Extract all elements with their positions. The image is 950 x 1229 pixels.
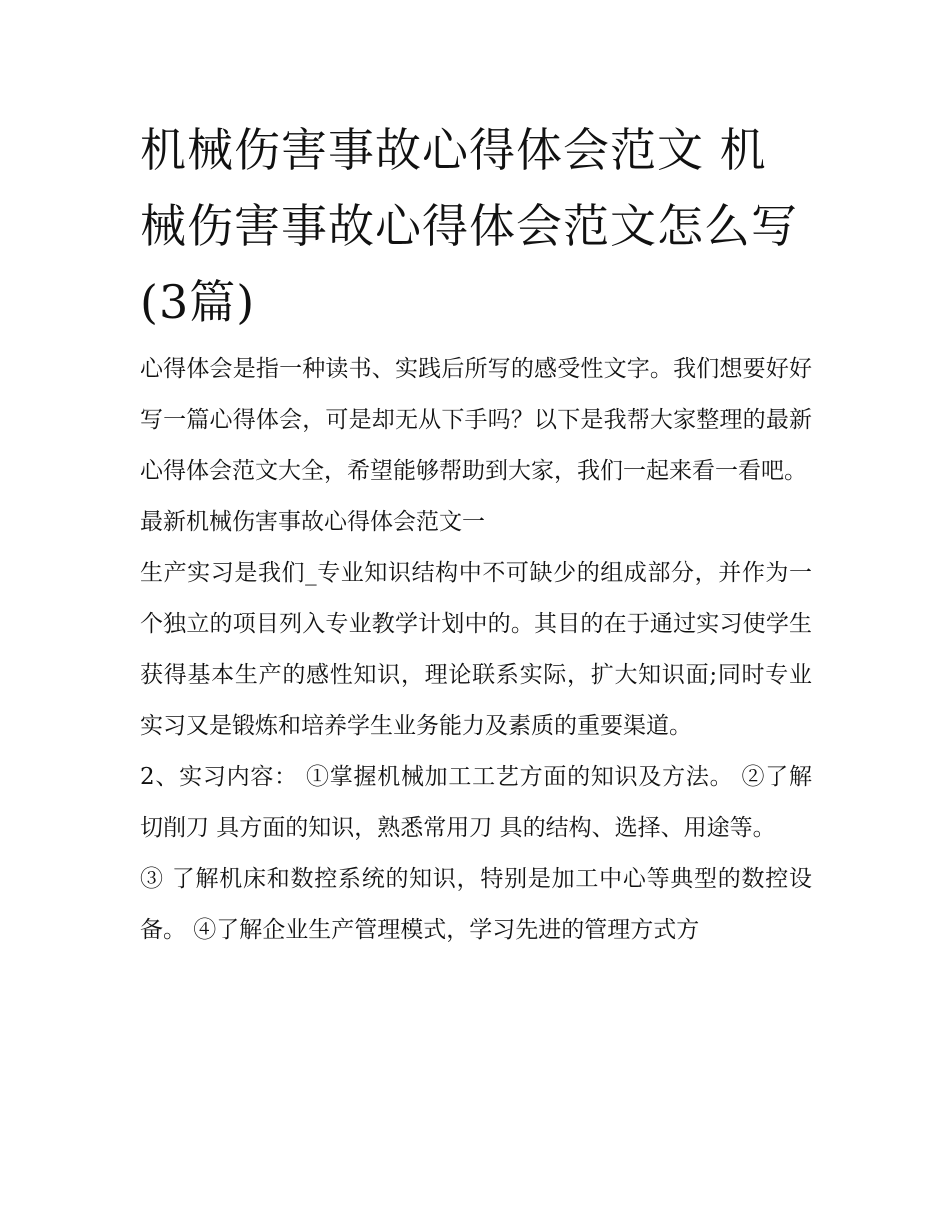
intro-paragraph: 心得体会是指一种读书、实践后所写的感受性文字。我们想要好好写一篇心得体会，可是却无从下手吗？以下是我帮大家整理的最新心得体会范文大全，希望能够帮助到大家，我们一起来看一看吧。 [140,356,812,484]
section-heading: 最新机械伤害事故心得体会范文一 [140,509,485,535]
document-page [140,112,812,956]
body-paragraph: ③ 了解机床和数控系统的知识，特别是加工中心等典型的数控设备。 ④了解企业生产管理模式，学习先进的管理方式方 [140,866,812,943]
body-paragraph: 2、实习内容： ①掌握机械加工工艺方面的知识及方法。 ②了解切削刀 具方面的知识，熟悉常用刀 具的结构、选择、用途等。 [140,764,812,841]
body-paragraph: 生产实习是我们_专业知识结构中不可缺少的组成部分，并作为一个独立的项目列入专业教学计划中的。其目的在于通过实习使学生获得基本生产的感性知识，理论联系实际，扩大知识面;同时专业实习又是锻炼和培养学生业务能力及素质的重要渠道。 [140,560,812,739]
document-title: 机械伤害事故心得体会范文 机械伤害事故心得体会范文怎么写(3篇) [140,123,798,329]
